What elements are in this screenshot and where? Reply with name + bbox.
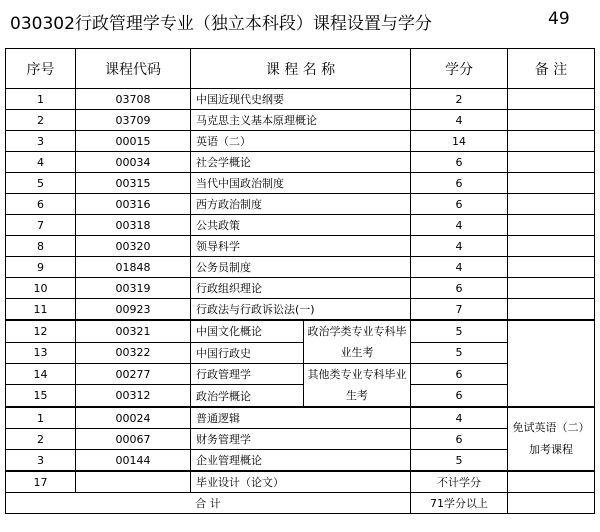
col-header-code: 课程代码 xyxy=(76,49,191,89)
table-row xyxy=(6,89,595,110)
table-row xyxy=(6,320,595,342)
total-label: 合 计 xyxy=(6,493,411,514)
total-row xyxy=(6,493,595,514)
col-header-credit: 学分 xyxy=(411,49,508,89)
cell-no: 4 xyxy=(6,152,76,173)
cell-course-name: 企业管理概论 xyxy=(191,450,411,472)
table-row xyxy=(6,194,595,215)
cell-course-name: 行政管理学 xyxy=(191,364,304,385)
cell-credit: 5 xyxy=(411,450,508,472)
table-row xyxy=(6,450,595,472)
table-row xyxy=(6,236,595,257)
cell-credit: 6 xyxy=(411,152,508,173)
cell-credit: 不计学分 xyxy=(411,471,508,493)
col-header-name: 课 程 名 称 xyxy=(191,49,411,89)
cell-remark xyxy=(508,194,595,215)
cell-credit: 6 xyxy=(411,364,508,385)
cell-credit: 14 xyxy=(411,131,508,152)
cell-course-name: 社会学概论 xyxy=(191,152,411,173)
table-row xyxy=(6,342,595,364)
cell-code: 00024 xyxy=(76,407,191,429)
table-row xyxy=(6,152,595,173)
table-header-row xyxy=(6,49,595,89)
cell-no: 2 xyxy=(6,429,76,450)
cell-code: 00034 xyxy=(76,152,191,173)
cell-credit: 6 xyxy=(411,194,508,215)
cell-no: 13 xyxy=(6,342,76,364)
cell-credit: 4 xyxy=(411,236,508,257)
cell-course-name: 毕业设计（论文） xyxy=(191,471,411,493)
col-header-no: 序号 xyxy=(6,49,76,89)
cell-no: 15 xyxy=(6,385,76,407)
cell-no: 3 xyxy=(6,131,76,152)
cell-course-name: 普通逻辑 xyxy=(191,407,411,429)
cell-no: 3 xyxy=(6,450,76,472)
cell-no: 9 xyxy=(6,257,76,278)
table-row xyxy=(6,407,595,429)
cell-remark xyxy=(508,152,595,173)
cell-remark xyxy=(508,320,595,407)
cell-code: 01848 xyxy=(76,257,191,278)
group-note-other-majors: 其他类专业专科毕业生考 xyxy=(304,364,411,408)
cell-no: 14 xyxy=(6,364,76,385)
col-header-remark: 备 注 xyxy=(508,49,595,89)
table-row xyxy=(6,278,595,299)
cell-remark xyxy=(508,173,595,194)
table-row xyxy=(6,257,595,278)
cell-credit: 4 xyxy=(411,110,508,131)
cell-remark xyxy=(508,299,595,321)
cell-credit: 6 xyxy=(411,173,508,194)
cell-remark xyxy=(508,89,595,110)
cell-no: 11 xyxy=(6,299,76,321)
cell-code: 00923 xyxy=(76,299,191,321)
table-row xyxy=(6,364,595,385)
cell-remark xyxy=(508,278,595,299)
cell-code xyxy=(76,471,191,493)
table-row xyxy=(6,385,595,407)
cell-credit: 6 xyxy=(411,385,508,407)
cell-no: 10 xyxy=(6,278,76,299)
remark-exempt-english: 免试英语（二）加考课程 xyxy=(508,407,595,471)
cell-no: 5 xyxy=(6,173,76,194)
cell-no: 17 xyxy=(6,471,76,493)
table-row xyxy=(6,173,595,194)
cell-credit: 2 xyxy=(411,89,508,110)
cell-code: 03708 xyxy=(76,89,191,110)
cell-course-name: 马克思主义基本原理概论 xyxy=(191,110,411,131)
cell-code: 00144 xyxy=(76,450,191,472)
cell-course-name: 行政组织理论 xyxy=(191,278,411,299)
cell-course-name: 当代中国政治制度 xyxy=(191,173,411,194)
cell-no: 1 xyxy=(6,407,76,429)
table-row xyxy=(6,299,595,321)
cell-no: 1 xyxy=(6,89,76,110)
group-note-political-science: 政治学类专业专科毕业生考 xyxy=(304,320,411,364)
cell-course-name: 中国行政史 xyxy=(191,342,304,364)
cell-course-name: 西方政治制度 xyxy=(191,194,411,215)
cell-credit: 7 xyxy=(411,299,508,321)
cell-code: 00320 xyxy=(76,236,191,257)
cell-remark xyxy=(508,257,595,278)
table-row xyxy=(6,131,595,152)
cell-code: 00277 xyxy=(76,364,191,385)
cell-remark xyxy=(508,215,595,236)
cell-course-name: 领导科学 xyxy=(191,236,411,257)
cell-remark xyxy=(508,131,595,152)
cell-course-name: 英语（二） xyxy=(191,131,411,152)
cell-credit: 4 xyxy=(411,407,508,429)
table-row xyxy=(6,471,595,493)
cell-credit: 6 xyxy=(411,429,508,450)
cell-course-name: 行政法与行政诉讼法(一) xyxy=(191,299,411,321)
cell-credit: 4 xyxy=(411,215,508,236)
cell-credit: 4 xyxy=(411,257,508,278)
cell-code: 00312 xyxy=(76,385,191,407)
cell-code: 00315 xyxy=(76,173,191,194)
cell-code: 00321 xyxy=(76,320,191,342)
cell-no: 2 xyxy=(6,110,76,131)
cell-course-name: 中国近现代史纲要 xyxy=(191,89,411,110)
cell-code: 00318 xyxy=(76,215,191,236)
course-table xyxy=(5,48,595,514)
page-number: 49 xyxy=(548,9,570,29)
cell-course-name: 政治学概论 xyxy=(191,385,304,407)
cell-course-name: 公务员制度 xyxy=(191,257,411,278)
cell-code: 03709 xyxy=(76,110,191,131)
page-title: 030302行政管理学专业（独立本科段）课程设置与学分 xyxy=(10,14,432,34)
cell-remark xyxy=(508,471,595,493)
cell-remark xyxy=(508,236,595,257)
cell-remark xyxy=(508,493,595,514)
cell-code: 00067 xyxy=(76,429,191,450)
cell-no: 6 xyxy=(6,194,76,215)
table-row xyxy=(6,429,595,450)
cell-credit: 6 xyxy=(411,278,508,299)
table-row xyxy=(6,215,595,236)
cell-course-name: 财务管理学 xyxy=(191,429,411,450)
cell-course-name: 公共政策 xyxy=(191,215,411,236)
cell-no: 12 xyxy=(6,320,76,342)
cell-code: 00319 xyxy=(76,278,191,299)
cell-remark xyxy=(508,110,595,131)
cell-no: 7 xyxy=(6,215,76,236)
table-row xyxy=(6,110,595,131)
cell-code: 00015 xyxy=(76,131,191,152)
cell-no: 8 xyxy=(6,236,76,257)
total-value: 71学分以上 xyxy=(411,493,508,514)
cell-code: 00322 xyxy=(76,342,191,364)
cell-credit: 5 xyxy=(411,342,508,364)
cell-course-name: 中国文化概论 xyxy=(191,320,304,342)
cell-credit: 5 xyxy=(411,320,508,342)
cell-code: 00316 xyxy=(76,194,191,215)
